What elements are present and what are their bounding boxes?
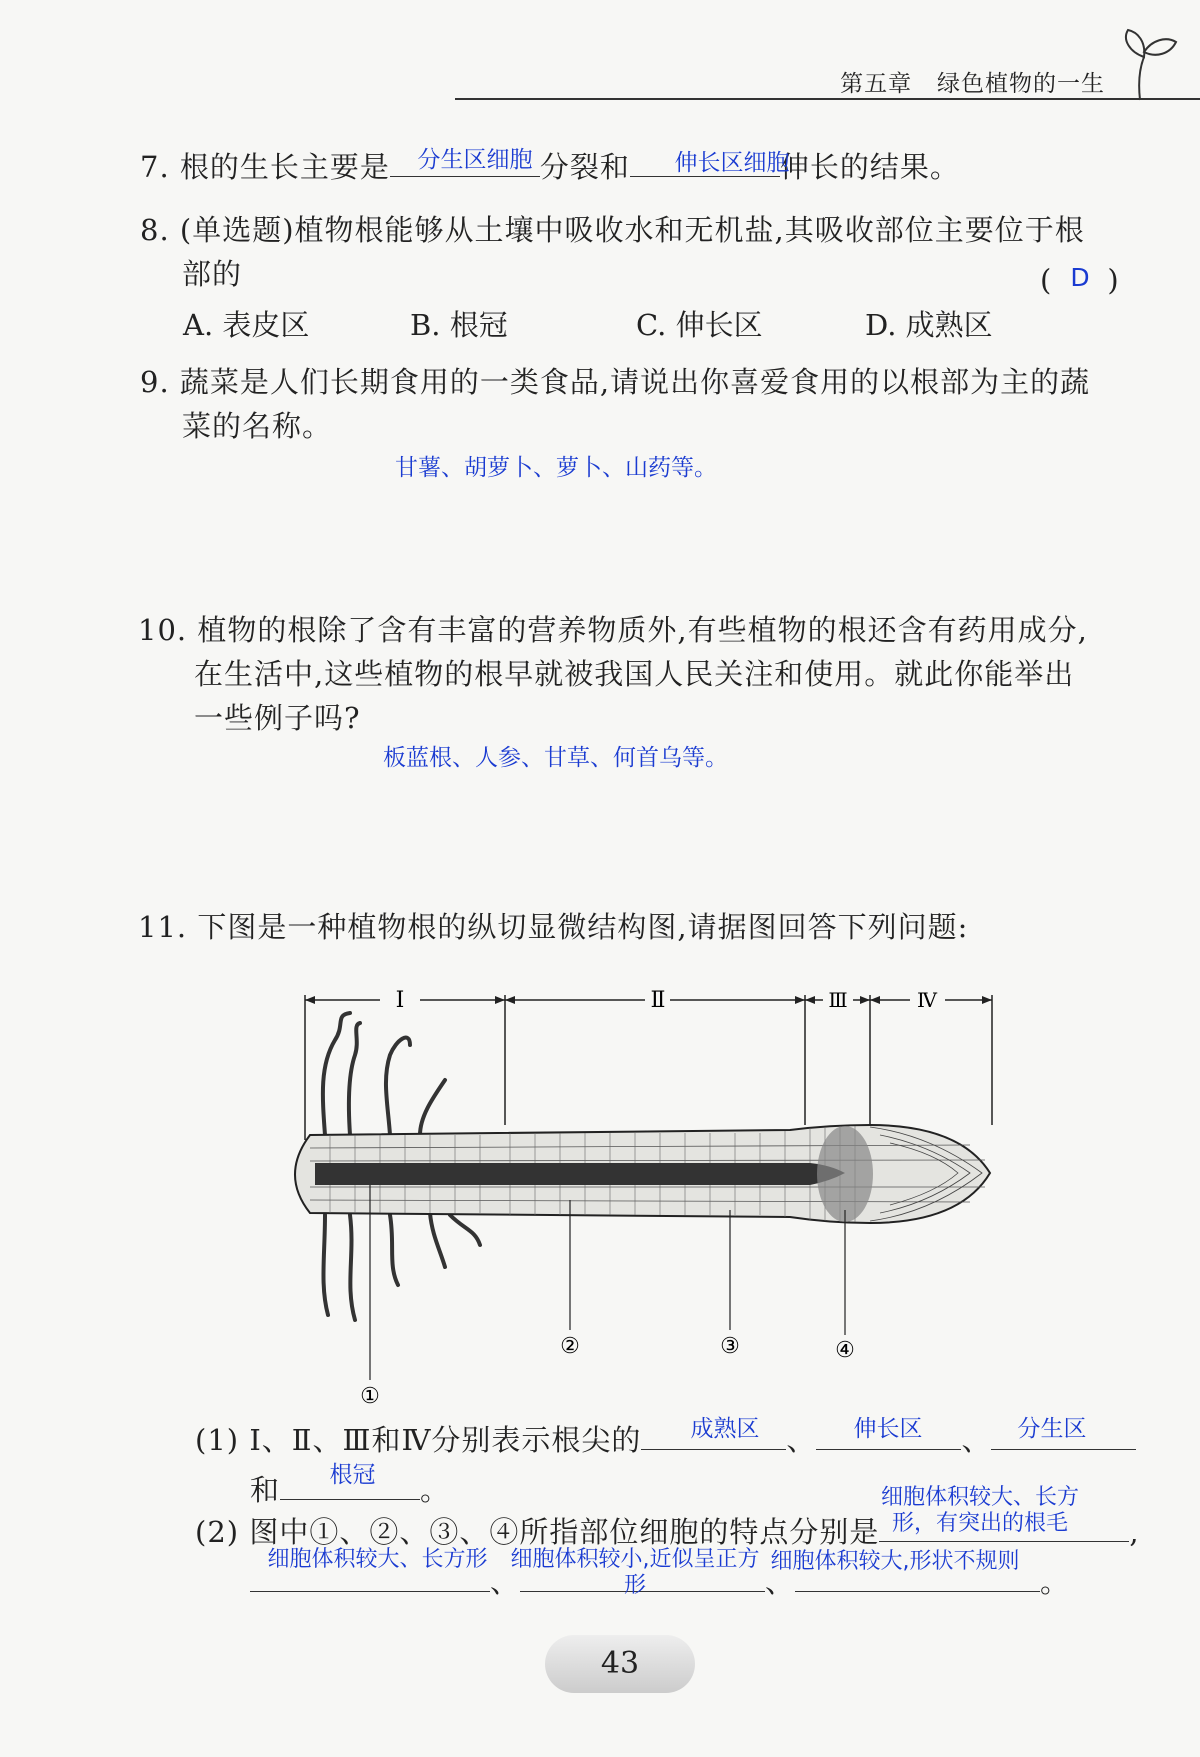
- comma: ,: [1129, 1515, 1140, 1549]
- question-8: [140, 208, 1140, 296]
- question-text: 图中①、②、③、④所指部位细胞的特点分别是: [249, 1515, 880, 1549]
- handwritten-answer: 根冠: [329, 1462, 376, 1488]
- period: 。: [420, 1473, 451, 1507]
- handwritten-answer: D: [1070, 263, 1090, 292]
- callout-4: ④: [835, 1338, 855, 1363]
- handwritten-answer: 分生区: [1017, 1416, 1087, 1442]
- handwritten-answer: 伸长区细胞: [674, 150, 790, 176]
- question-text: 根的生长主要是: [179, 150, 390, 184]
- question-number: 7.: [140, 150, 170, 184]
- question-text: 一些例子吗?: [194, 701, 361, 735]
- option-d: D. 成熟区: [865, 308, 993, 342]
- question-number: 8.: [140, 213, 170, 247]
- leaf-sprout-icon: [1110, 22, 1180, 102]
- handwritten-answer: 分生区细胞: [417, 147, 533, 173]
- zone-label-3: Ⅲ: [828, 988, 848, 1012]
- question-number: 9.: [140, 365, 170, 399]
- separator: 、: [765, 1565, 796, 1599]
- question-text: 植物的根除了含有丰富的营养物质外,有些植物的根还含有药用成分,: [197, 613, 1088, 647]
- option-b: B. 根冠: [410, 308, 508, 342]
- zone-label-1: Ⅰ: [395, 988, 405, 1013]
- question-text: 菜的名称。: [182, 409, 333, 443]
- zone-label-2: Ⅱ: [650, 988, 666, 1013]
- paren-open: (: [1040, 263, 1053, 297]
- question-11: [138, 905, 968, 949]
- separator: 、: [961, 1423, 992, 1457]
- callout-2: ②: [560, 1334, 580, 1359]
- question-text: 伸长的结果。: [779, 150, 960, 184]
- paren-close: ): [1107, 263, 1120, 297]
- question-9: [140, 360, 1140, 448]
- callout-3: ③: [720, 1334, 740, 1359]
- zone-label-4: Ⅳ: [917, 988, 937, 1012]
- chapter-header: [840, 65, 1105, 98]
- question-text: 在生活中,这些植物的根早就被我国人民关注和使用。就此你能举出: [194, 657, 1075, 691]
- question-text: 蔬菜是人们长期食用的一类食品,请说出你喜爱食用的以根部为主的蔬: [179, 365, 1091, 399]
- question-text: (单选题)植物根能够从土壤中吸收水和无机盐,其吸收部位主要位于根: [179, 213, 1085, 247]
- question-text: 和: [250, 1473, 281, 1507]
- question-number: 10.: [138, 613, 188, 647]
- question-text: 分裂和: [539, 150, 630, 184]
- sub-question-label: (2): [195, 1515, 240, 1549]
- sub-question-label: (1): [195, 1423, 240, 1457]
- handwritten-answer: 甘薯、胡萝卜、萝卜、山药等。: [395, 455, 717, 481]
- handwritten-answer: 板蓝根、人参、甘草、何首乌等。: [383, 745, 728, 771]
- separator: 、: [490, 1565, 521, 1599]
- chapter-title: 绿色植物的一生: [937, 71, 1105, 97]
- header-rule: [455, 98, 1200, 100]
- question-text: 下图是一种植物根的纵切显微结构图,请据图回答下列问题:: [197, 910, 969, 944]
- handwritten-answer: 细胞体积较大、长方形: [267, 1547, 488, 1572]
- handwritten-answer: 伸长区: [853, 1416, 923, 1442]
- option-a: A. 表皮区: [183, 308, 310, 342]
- vascular-cylinder: [315, 1163, 845, 1185]
- question-number: 11.: [138, 910, 188, 944]
- question-7: [140, 145, 960, 189]
- period: 。: [1040, 1565, 1071, 1599]
- option-c: C. 伸长区: [636, 308, 763, 342]
- handwritten-answer: 细胞体积较小,近似呈正方形: [510, 1547, 760, 1598]
- question-text: Ⅰ、Ⅱ、Ⅲ和Ⅳ分别表示根尖的: [249, 1423, 642, 1457]
- separator: 、: [786, 1423, 817, 1457]
- root-tip-diagram: [270, 985, 1010, 1405]
- handwritten-answer: 成熟区: [690, 1416, 760, 1442]
- question-10: [138, 608, 1148, 740]
- handwritten-answer: 细胞体积较大,形状不规则: [770, 1549, 1020, 1574]
- meristem-region: [817, 1126, 873, 1222]
- page-number: 43: [545, 1635, 695, 1693]
- callout-1: ①: [360, 1384, 380, 1405]
- question-text: 部的: [182, 257, 243, 291]
- handwritten-answer: 细胞体积较大、长方形，有突出的根毛: [880, 1485, 1079, 1536]
- chapter-number: 第五章: [840, 71, 913, 97]
